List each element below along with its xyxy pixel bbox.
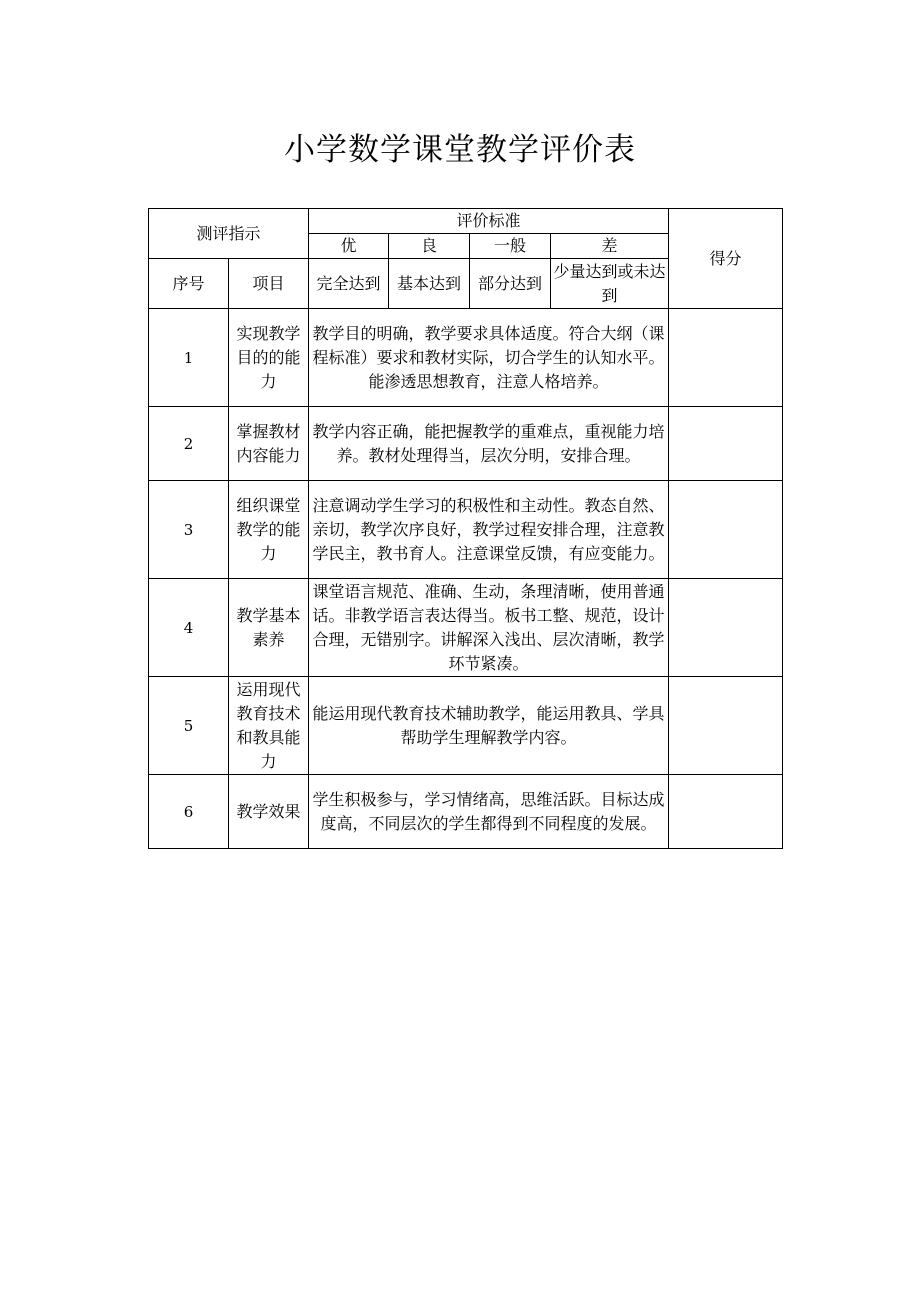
- header-criteria: 评价标准: [309, 209, 669, 234]
- header-item: 项目: [229, 259, 309, 309]
- grade-poor: 差: [551, 234, 669, 259]
- table-row: [149, 579, 783, 677]
- grade-good: 良: [389, 234, 470, 259]
- row-number: 5: [149, 677, 229, 775]
- row-number: 4: [149, 579, 229, 677]
- row-item: 掌握教材内容能力: [229, 407, 309, 481]
- row-number: 1: [149, 309, 229, 407]
- row-standard: 能运用现代教育技术辅助教学，能运用教具、学具帮助学生理解教学内容。: [309, 677, 669, 775]
- table-row: [149, 775, 783, 849]
- row-number: 6: [149, 775, 229, 849]
- row-item: 教学效果: [229, 775, 309, 849]
- header-seq: 序号: [149, 259, 229, 309]
- row-item: 教学基本素养: [229, 579, 309, 677]
- row-standard: 教学内容正确，能把握教学的重难点，重视能力培养。教材处理得当，层次分明，安排合理。: [309, 407, 669, 481]
- row-standard: 注意调动学生学习的积极性和主动性。教态自然、亲切，教学次序良好，教学过程安排合理，注意教学民主，教书育人。注意课堂反馈，有应变能力。: [309, 481, 669, 579]
- grade-desc-excellent: 完全达到: [309, 259, 389, 309]
- row-item: 运用现代教育技术和教具能力: [229, 677, 309, 775]
- row-score-cell[interactable]: [669, 481, 783, 579]
- evaluation-table: [148, 208, 783, 849]
- grade-excellent: 优: [309, 234, 389, 259]
- row-score-cell[interactable]: [669, 309, 783, 407]
- header-row-1: [149, 209, 783, 234]
- row-item: 实现教学目的的能力: [229, 309, 309, 407]
- grade-desc-average: 部分达到: [470, 259, 551, 309]
- table-row: [149, 677, 783, 775]
- row-score-cell[interactable]: [669, 775, 783, 849]
- page-title: 小学数学课堂教学评价表: [284, 132, 636, 168]
- table-row: [149, 481, 783, 579]
- table-row: [149, 309, 783, 407]
- row-number: 2: [149, 407, 229, 481]
- table-row: [149, 407, 783, 481]
- row-number: 3: [149, 481, 229, 579]
- grade-desc-good: 基本达到: [389, 259, 470, 309]
- row-score-cell[interactable]: [669, 677, 783, 775]
- row-score-cell[interactable]: [669, 407, 783, 481]
- header-score: 得分: [669, 209, 783, 309]
- row-score-cell[interactable]: [669, 579, 783, 677]
- grade-desc-poor: 少量达到或未达到: [551, 259, 669, 309]
- header-indicator: 测评指示: [149, 209, 309, 259]
- row-item: 组织课堂教学的能力: [229, 481, 309, 579]
- row-standard: 教学目的明确，教学要求具体适度。符合大纲（课程标准）要求和教材实际，切合学生的认知水平。能渗透思想教育，注意人格培养。: [309, 309, 669, 407]
- row-standard: 学生积极参与，学习情绪高，思维活跃。目标达成度高，不同层次的学生都得到不同程度的发展。: [309, 775, 669, 849]
- grade-average: 一般: [470, 234, 551, 259]
- row-standard: 课堂语言规范、准确、生动，条理清晰，使用普通话。非教学语言表达得当。板书工整、规范，设计合理，无错别字。讲解深入浅出、层次清晰，教学环节紧凑。: [309, 579, 669, 677]
